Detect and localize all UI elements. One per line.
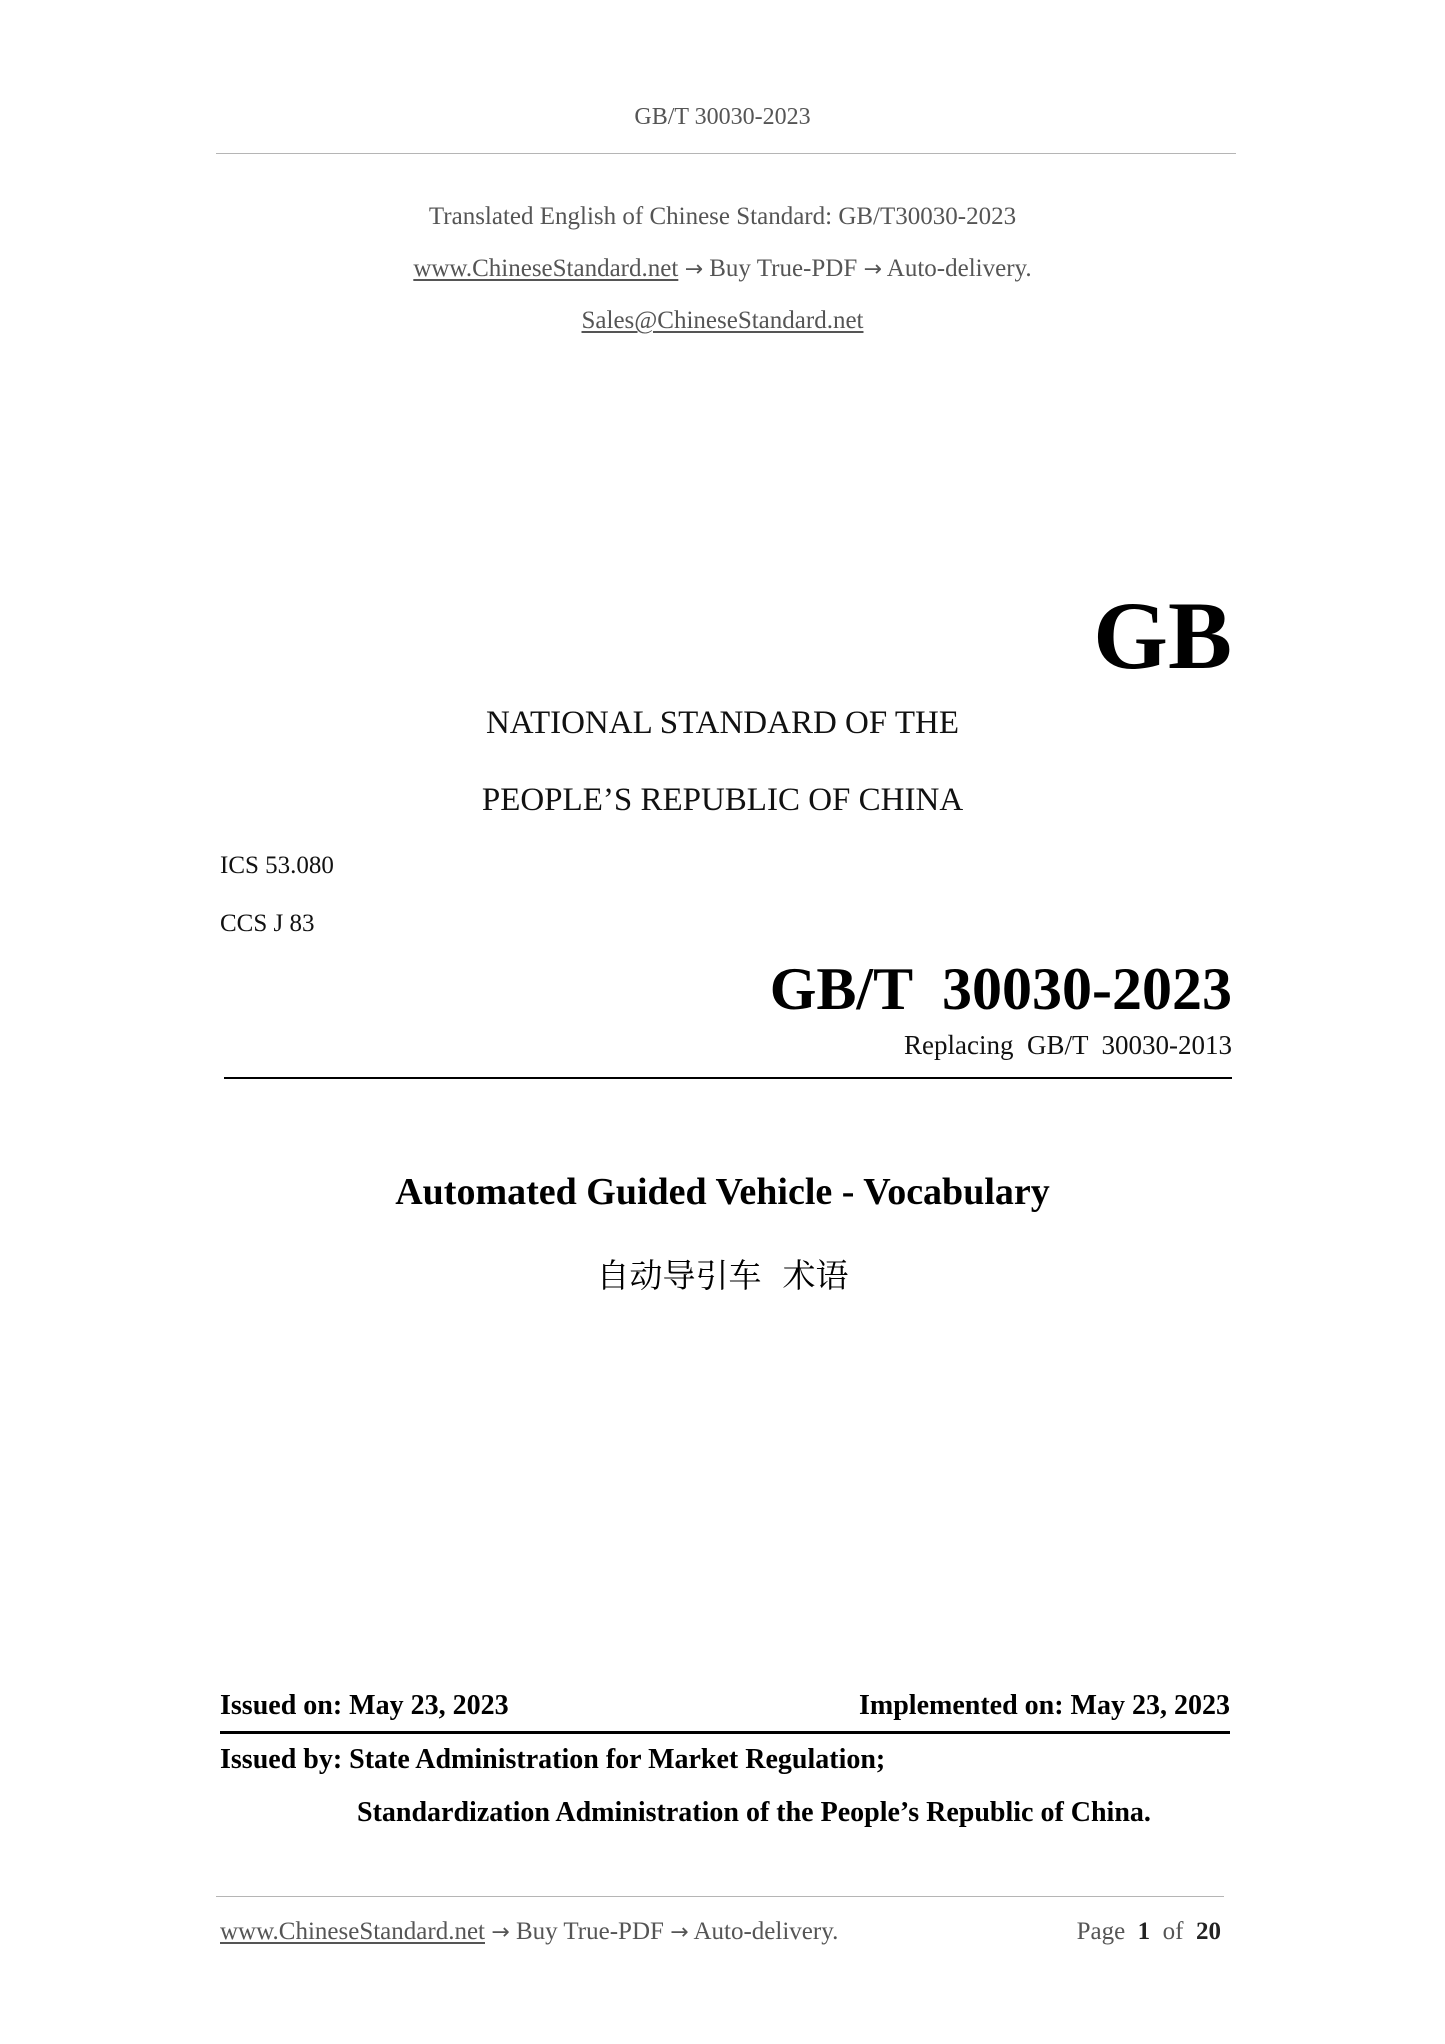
site-link[interactable]: www.ChineseStandard.net [413,255,679,282]
sales-email-link[interactable]: Sales@ChineseStandard.net [581,307,864,334]
document-title-english: Automated Guided Vehicle - Vocabulary [395,1171,1050,1213]
footer-auto-delivery-text: Auto-delivery. [693,1918,839,1945]
issued-by-line1: Issued by: State Administration for Market Regulation; [220,1744,886,1775]
banner-line-purchase [0,255,1445,283]
national-standard-line1: NATIONAL STANDARD OF THE [485,705,960,741]
national-standard-line2: PEOPLE’S REPUBLIC OF CHINA [481,782,964,818]
arrow-right-icon: → [491,1920,510,1945]
auto-delivery-text: Auto-delivery. [886,255,1032,282]
page-current: 1 [1137,1918,1151,1945]
page-total: 20 [1196,1918,1221,1945]
arrow-right-icon: → [863,257,882,282]
ics-code: ICS 53.080 [220,852,334,879]
title-divider [224,1077,1232,1079]
buy-true-pdf-text: Buy True-PDF [709,255,858,282]
gb-logo: GB [1093,582,1232,689]
banner-line-translation: Translated English of Chinese Standard: GB/T30030-2023 [428,203,1017,230]
arrow-right-icon: → [670,1920,689,1945]
footer-buy-true-pdf-text: Buy True-PDF [515,1918,664,1945]
ccs-code: CCS J 83 [220,910,315,937]
page-label: Page [1076,1918,1126,1945]
header-divider [216,153,1236,154]
dates-divider [220,1731,1230,1734]
issued-on-date: Issued on: May 23, 2023 [220,1690,509,1721]
page-of: of [1162,1918,1184,1945]
replacing-standard: Replacing GB/T 30030-2013 [904,1030,1232,1060]
footer-site-link[interactable]: www.ChineseStandard.net [220,1918,485,1945]
footer-purchase-line [220,1918,838,1946]
standard-number: GB/T 30030-2023 [769,956,1232,1022]
arrow-right-icon: → [684,257,703,282]
dates-row [220,1690,1230,1722]
footer-divider [216,1896,1224,1897]
issued-by-line2: Standardization Administration of the People’s Republic of China. [357,1797,1151,1828]
page-number [1077,1918,1221,1946]
implemented-on-date: Implemented on: May 23, 2023 [859,1690,1230,1721]
document-title-chinese: 自动导引车 术语 [596,1256,849,1295]
running-header: GB/T 30030-2023 [634,104,811,130]
banner-line-email [0,307,1445,335]
